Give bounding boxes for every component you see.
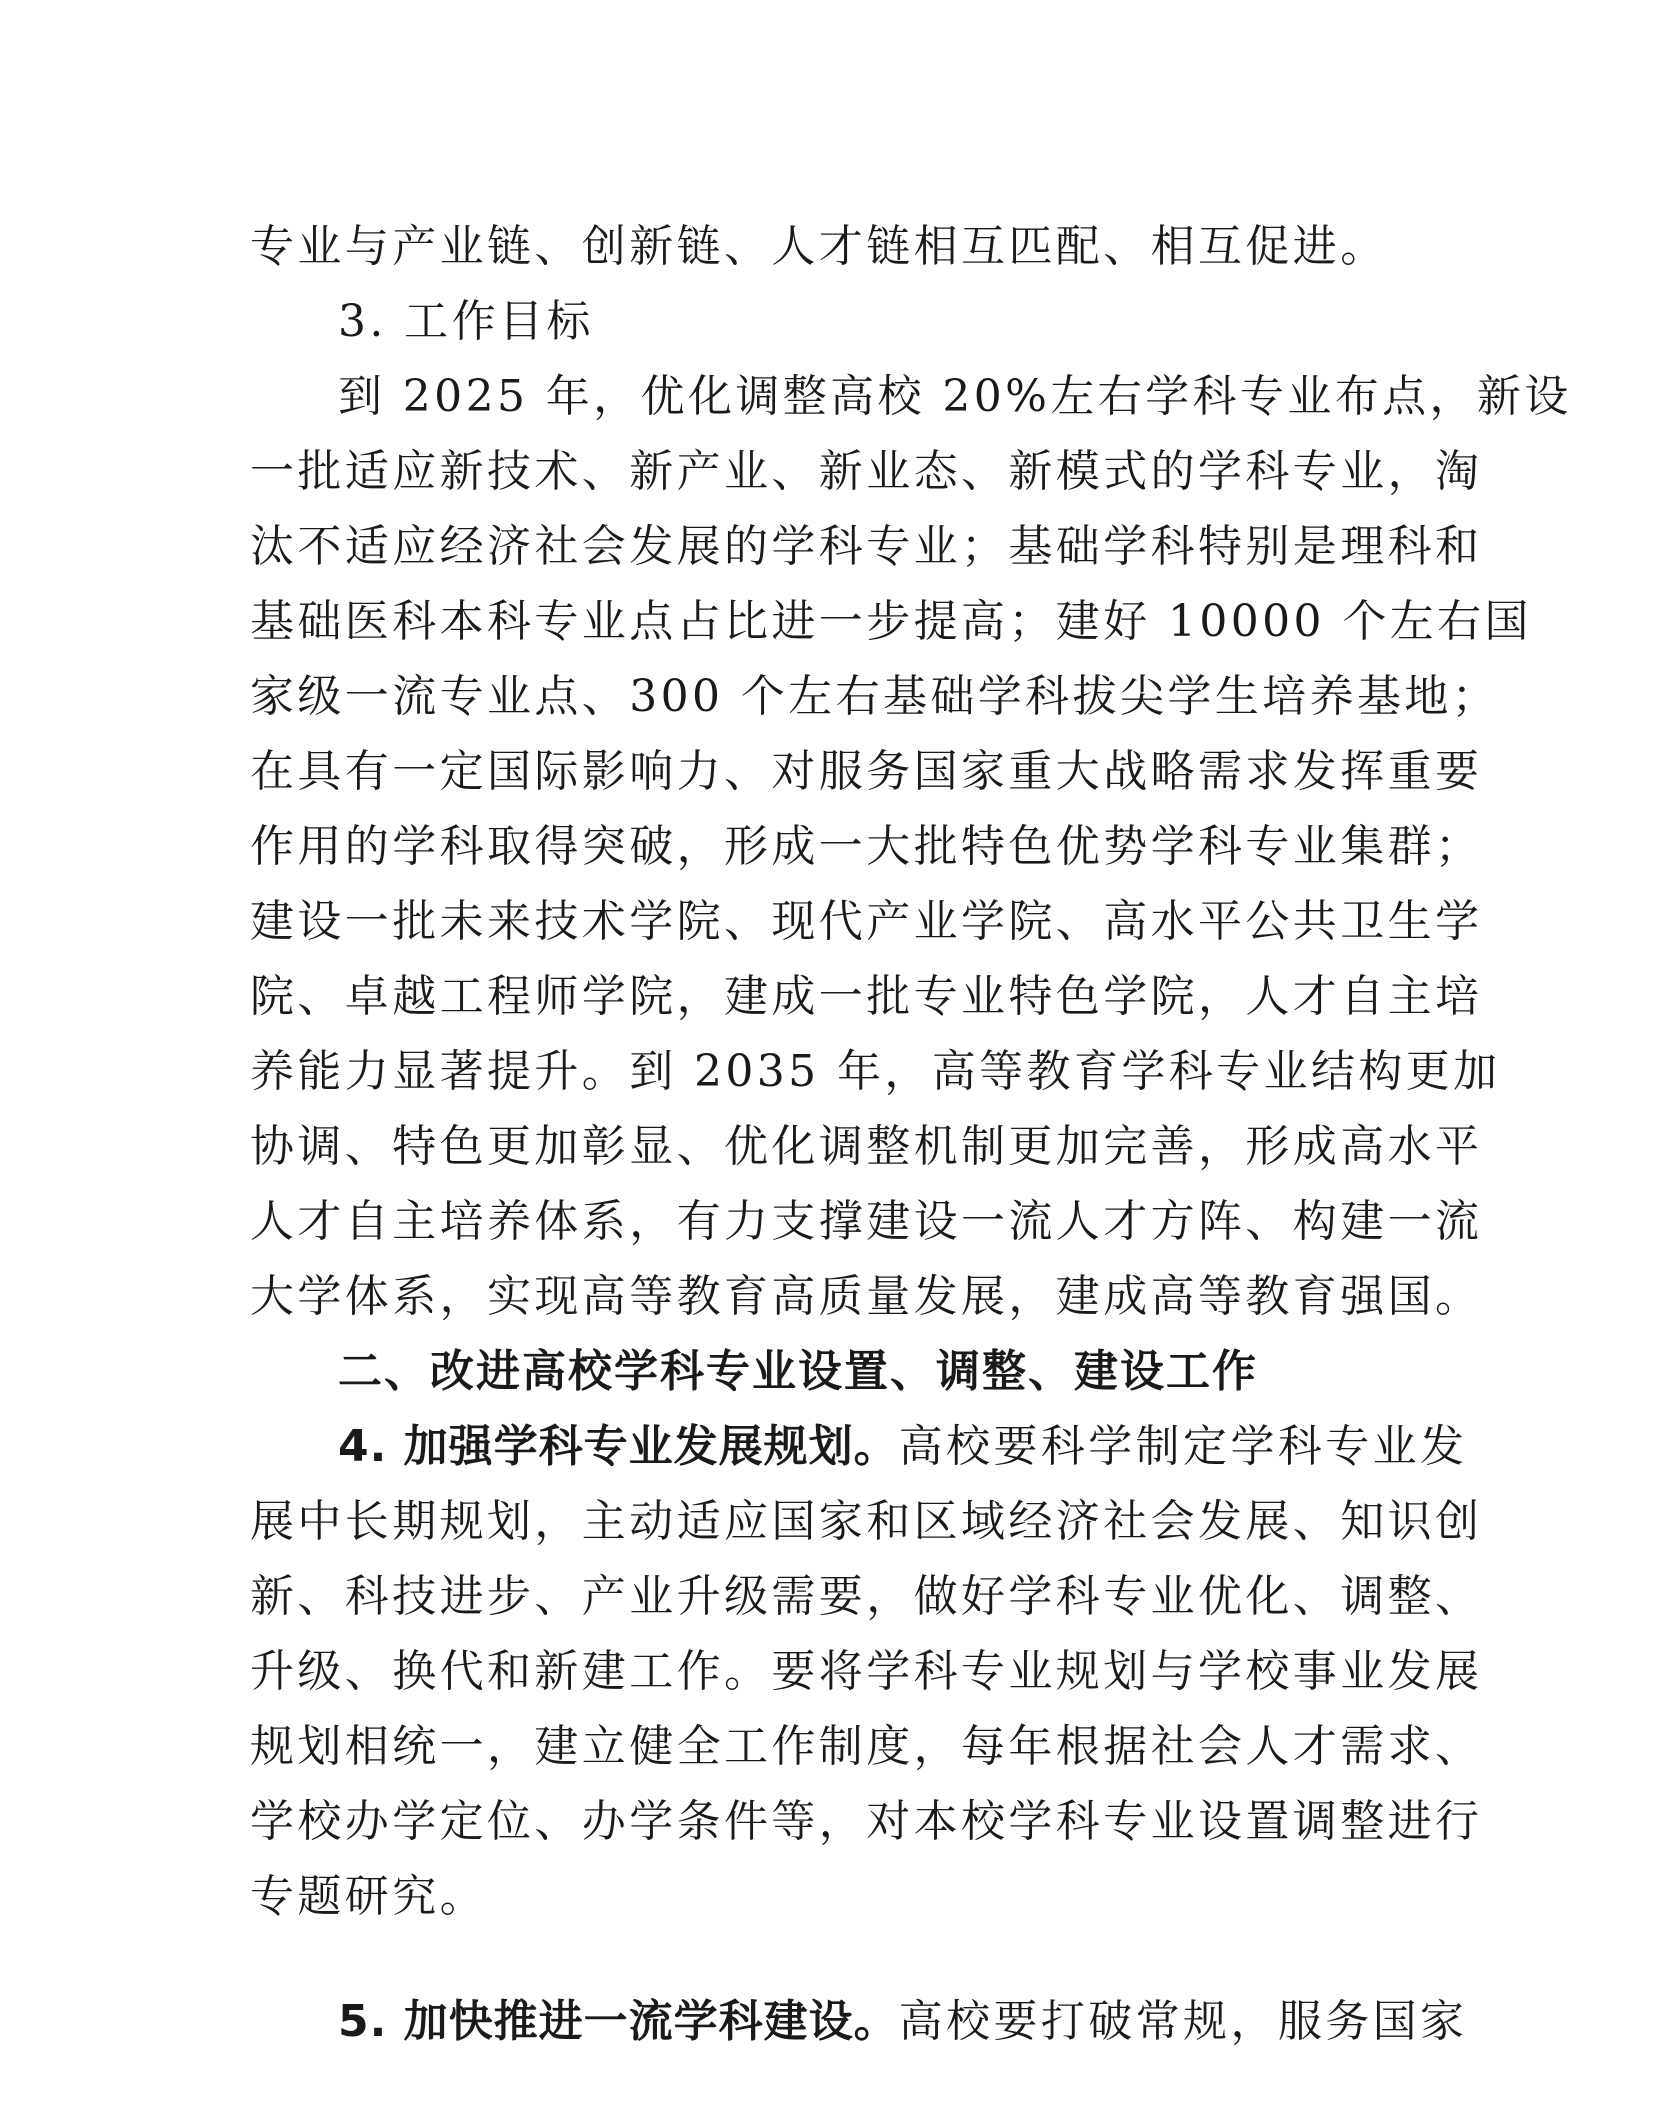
text-line: 在具有一定国际影响力、对服务国家重大战略需求发挥重要: [250, 746, 1483, 797]
text-line: 专题研究。: [250, 1871, 487, 1922]
section-number-heading: 3. 工作目标: [338, 296, 594, 347]
text-line: 协调、特色更加彰显、优化调整机制更加完善，形成高水平: [250, 1121, 1483, 1172]
item-text: 高校要科学制定学科专业发: [898, 1421, 1468, 1472]
text-line: 大学体系，实现高等教育高质量发展，建成高等教育强国。: [250, 1271, 1483, 1322]
text-line: 家级一流专业点、300 个左右基础学科拔尖学生培养基地；: [250, 671, 1500, 722]
text-line: 人才自主培养体系，有力支撑建设一流人才方阵、构建一流: [250, 1196, 1483, 1247]
text-line: [338, 1410, 1468, 1484]
text-line: 作用的学科取得突破，形成一大批特色优势学科专业集群；: [250, 821, 1483, 872]
item-heading: 5. 加快推进一流学科建设。: [338, 1996, 899, 2047]
text-line: 院、卓越工程师学院，建成一批专业特色学院，人才自主培: [250, 971, 1483, 1022]
text-line: 基础医科本科专业点占比进一步提高；建好 10000 个左右国: [250, 596, 1532, 647]
text-line: 建设一批未来技术学院、现代产业学院、高水平公共卫生学: [250, 896, 1483, 947]
section-heading: 二、改进高校学科专业设置、调整、建设工作: [338, 1346, 1258, 1397]
text-line: 规划相统一，建立健全工作制度，每年根据社会人才需求、: [250, 1721, 1483, 1772]
text-line: [338, 1985, 1468, 2059]
text-line: 展中长期规划，主动适应国家和区域经济社会发展、知识创: [250, 1496, 1483, 1547]
text-line: 升级、换代和新建工作。要将学科专业规划与学校事业发展: [250, 1646, 1483, 1697]
text-line: 到 2025 年，优化调整高校 20%左右学科专业布点，新设: [338, 371, 1572, 422]
text-line: 学校办学定位、办学条件等，对本校学科专业设置调整进行: [250, 1796, 1483, 1847]
item-text: 高校要打破常规，服务国家: [898, 1996, 1468, 2047]
item-heading: 4. 加强学科专业发展规划。: [338, 1421, 899, 1472]
text-line: 专业与产业链、创新链、人才链相互匹配、相互促进。: [250, 221, 1388, 272]
text-line: 汰不适应经济社会发展的学科专业；基础学科特别是理科和: [250, 521, 1483, 572]
text-line: 养能力显著提升。到 2035 年，高等教育学科专业结构更加: [250, 1046, 1501, 1097]
text-line: 一批适应新技术、新产业、新业态、新模式的学科专业，淘: [250, 446, 1483, 497]
text-line: 新、科技进步、产业升级需要，做好学科专业优化、调整、: [250, 1571, 1483, 1622]
